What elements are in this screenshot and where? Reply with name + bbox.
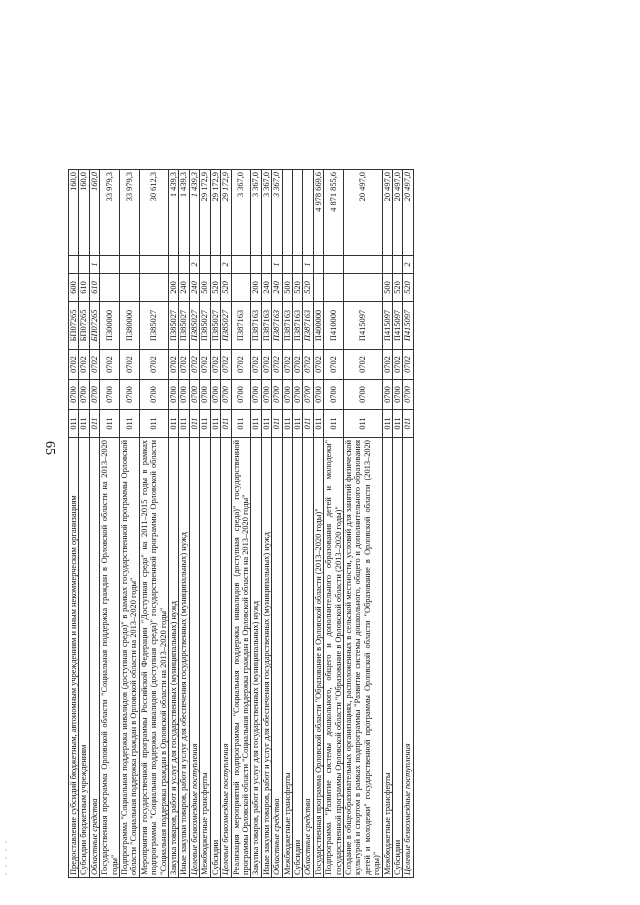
cell-x: 2 bbox=[403, 256, 413, 274]
spacer bbox=[292, 8, 302, 170]
spacer bbox=[69, 8, 79, 170]
cell-pr: 0702 bbox=[179, 350, 189, 380]
cell-gr: 011 bbox=[221, 410, 231, 438]
cell-name: Целевые безвозмездные поступления bbox=[221, 438, 231, 878]
table-row bbox=[303, 8, 313, 878]
table-row bbox=[169, 8, 179, 878]
spacer bbox=[169, 8, 179, 170]
cell-rz: 0700 bbox=[313, 380, 323, 410]
table-row bbox=[261, 8, 271, 878]
cell-name: Закупка товаров, работ и услуг для государственных (муниципальных) нужд bbox=[251, 438, 261, 878]
table-row bbox=[251, 8, 261, 878]
cell-pr: 0702 bbox=[324, 350, 344, 380]
cell-vr bbox=[343, 274, 382, 302]
spacer bbox=[210, 8, 220, 170]
cell-rz: 0700 bbox=[210, 380, 220, 410]
cell-cs: П415097 bbox=[343, 302, 382, 350]
cell-gr: 011 bbox=[261, 410, 271, 438]
cell-vr bbox=[120, 274, 140, 302]
spacer bbox=[251, 8, 261, 170]
cell-x bbox=[313, 256, 323, 274]
spacer bbox=[343, 8, 382, 170]
cell-name: Субсидии bbox=[210, 438, 220, 878]
cell-pr: 0702 bbox=[251, 350, 261, 380]
cell-sum: 3 367,0 bbox=[231, 170, 251, 256]
table-row bbox=[393, 8, 403, 878]
cell-cs: П387163 bbox=[261, 302, 271, 350]
spacer bbox=[393, 8, 403, 170]
cell-name: Субсидии бюджетным учреждениям bbox=[79, 438, 89, 878]
cell-pr: 0702 bbox=[382, 350, 392, 380]
cell-x: 2 bbox=[221, 256, 231, 274]
cell-vr: 500 bbox=[382, 274, 392, 302]
spacer bbox=[100, 8, 120, 170]
cell-cs: БП07265 bbox=[79, 302, 89, 350]
margin-dots bbox=[3, 840, 15, 880]
cell-cs: П385027 bbox=[139, 302, 168, 350]
cell-gr: 011 bbox=[210, 410, 220, 438]
spacer bbox=[303, 8, 313, 170]
cell-cs: П387163 bbox=[251, 302, 261, 350]
cell-vr: 240 bbox=[261, 274, 271, 302]
cell-gr: 011 bbox=[324, 410, 344, 438]
cell-gr: 011 bbox=[282, 410, 292, 438]
cell-name: Иные закупки товаров, работ и услуг для обеспечения государственных (муниципальных) нужд bbox=[261, 438, 271, 878]
cell-sum: 4 871 855,6 bbox=[324, 170, 344, 256]
cell-name: Областные средства bbox=[303, 438, 313, 878]
cell-gr: 011 bbox=[189, 410, 199, 438]
spacer bbox=[231, 8, 251, 170]
cell-rz: 0700 bbox=[382, 380, 392, 410]
cell-rz: 0700 bbox=[251, 380, 261, 410]
cell-rz: 0700 bbox=[89, 380, 99, 410]
cell-sum: 33 979,3 bbox=[100, 170, 120, 256]
table-row bbox=[189, 8, 199, 878]
cell-rz: 0700 bbox=[120, 380, 140, 410]
cell-sum: 1 439,3 bbox=[169, 170, 179, 256]
cell-pr: 0702 bbox=[200, 350, 210, 380]
cell-sum: 20 497,0 bbox=[403, 170, 413, 256]
cell-sum: 3 367,0 bbox=[272, 170, 282, 256]
table-row bbox=[403, 8, 413, 878]
table-row bbox=[292, 8, 302, 878]
cell-sum bbox=[282, 170, 292, 256]
cell-name: Иные закупки товаров, работ и услуг для обеспечения государственных (муниципальных) нужд bbox=[179, 438, 189, 878]
cell-name: Государственная программа Орловской области "Образование в Орловской области (2013–2020 годы)" bbox=[313, 438, 323, 878]
spacer bbox=[179, 8, 189, 170]
cell-vr: 520 bbox=[210, 274, 220, 302]
cell-vr: 610 bbox=[79, 274, 89, 302]
spacer bbox=[221, 8, 231, 170]
cell-vr: 240 bbox=[179, 274, 189, 302]
cell-name: Реализация мероприятий подпрограммы "Социальная поддержка инвалидов (доступная среда)" государственной программы Орловской области "Социальная поддержка граждан в Орловской области на 2013–2020 годы" bbox=[231, 438, 251, 878]
cell-gr: 011 bbox=[313, 410, 323, 438]
table-row bbox=[100, 8, 120, 878]
cell-rz: 0700 bbox=[179, 380, 189, 410]
cell-name: Межбюджетные трансферты bbox=[282, 438, 292, 878]
cell-vr: 240 bbox=[189, 274, 199, 302]
spacer bbox=[189, 8, 199, 170]
cell-name: Субсидии bbox=[393, 438, 403, 878]
cell-pr: 0702 bbox=[120, 350, 140, 380]
cell-pr: 0702 bbox=[261, 350, 271, 380]
cell-sum: 3 367,0 bbox=[261, 170, 271, 256]
cell-name: Областные средства bbox=[89, 438, 99, 878]
cell-gr: 011 bbox=[69, 410, 79, 438]
table-row bbox=[343, 8, 382, 878]
cell-sum bbox=[292, 170, 302, 256]
cell-vr: 500 bbox=[282, 274, 292, 302]
cell-gr: 011 bbox=[403, 410, 413, 438]
cell-x bbox=[343, 256, 382, 274]
cell-pr: 0702 bbox=[313, 350, 323, 380]
cell-x bbox=[292, 256, 302, 274]
spacer bbox=[382, 8, 392, 170]
cell-gr: 011 bbox=[200, 410, 210, 438]
cell-rz: 0700 bbox=[403, 380, 413, 410]
cell-sum bbox=[303, 170, 313, 256]
cell-sum: 1 439,3 bbox=[189, 170, 199, 256]
cell-pr: 0702 bbox=[231, 350, 251, 380]
cell-cs: П385027 bbox=[189, 302, 199, 350]
cell-cs: П415097 bbox=[382, 302, 392, 350]
cell-cs: П415097 bbox=[393, 302, 403, 350]
spacer bbox=[272, 8, 282, 170]
spacer bbox=[79, 8, 89, 170]
cell-sum: 33 979,3 bbox=[120, 170, 140, 256]
cell-rz: 0700 bbox=[303, 380, 313, 410]
cell-cs: П387163 bbox=[292, 302, 302, 350]
cell-sum: 160,0 bbox=[79, 170, 89, 256]
cell-vr: 200 bbox=[251, 274, 261, 302]
cell-pr: 0702 bbox=[169, 350, 179, 380]
cell-x bbox=[179, 256, 189, 274]
cell-x bbox=[282, 256, 292, 274]
cell-gr: 011 bbox=[343, 410, 382, 438]
cell-name: Подпрограмма "Социальная поддержка инвалидов (доступная среда)" в рамках государственной программы Орловской области "Социальная поддержка граждан в Орловской области на 2013–2020 годы" bbox=[120, 438, 140, 878]
cell-x bbox=[261, 256, 271, 274]
cell-gr: 011 bbox=[79, 410, 89, 438]
cell-x: 1 bbox=[89, 256, 99, 274]
cell-x bbox=[382, 256, 392, 274]
cell-cs: П380000 bbox=[120, 302, 140, 350]
cell-pr: 0702 bbox=[79, 350, 89, 380]
cell-cs: П400000 bbox=[313, 302, 323, 350]
cell-cs: П385027 bbox=[200, 302, 210, 350]
spacer bbox=[261, 8, 271, 170]
cell-cs: П387163 bbox=[272, 302, 282, 350]
table-row bbox=[210, 8, 220, 878]
rotated-page bbox=[68, 8, 633, 878]
cell-sum: 29 172,9 bbox=[221, 170, 231, 256]
cell-gr: 011 bbox=[120, 410, 140, 438]
cell-name: Мероприятия государственной программы Российской Федерации "Доступная среда" на 2011–2015 годы в рамках подпрограммы "Социальная поддержка инвалидов (доступная среда)" государственной программы Орловской области "Социальная поддержка граждан в Орловской области на 2013–2020 годы" bbox=[139, 438, 168, 878]
table-row bbox=[139, 8, 168, 878]
cell-rz: 0700 bbox=[139, 380, 168, 410]
cell-vr: 240 bbox=[272, 274, 282, 302]
cell-pr: 0702 bbox=[393, 350, 403, 380]
cell-name: Подпрограмма "Развитие системы дошкольного, общего и дополнительного образования детей и молодежи" государственной программы Орловской области "Образование в Орловской области (2013–2020 годы)" bbox=[324, 438, 344, 878]
table-row bbox=[120, 8, 140, 878]
cell-vr bbox=[313, 274, 323, 302]
table-row bbox=[89, 8, 99, 878]
spacer bbox=[403, 8, 413, 170]
cell-pr: 0702 bbox=[282, 350, 292, 380]
cell-gr: 011 bbox=[139, 410, 168, 438]
table-row bbox=[313, 8, 323, 878]
cell-name: Областные средства bbox=[272, 438, 282, 878]
cell-cs: П410000 bbox=[324, 302, 344, 350]
cell-gr: 011 bbox=[251, 410, 261, 438]
cell-pr: 0702 bbox=[343, 350, 382, 380]
cell-vr: 520 bbox=[403, 274, 413, 302]
cell-x bbox=[139, 256, 168, 274]
cell-rz: 0700 bbox=[292, 380, 302, 410]
cell-vr: 500 bbox=[200, 274, 210, 302]
spacer bbox=[200, 8, 210, 170]
cell-x bbox=[69, 256, 79, 274]
cell-cs: П387163 bbox=[231, 302, 251, 350]
table-row bbox=[324, 8, 344, 878]
cell-pr: 0702 bbox=[303, 350, 313, 380]
cell-name: Закупка товаров, работ и услуг для государственных (муниципальных) нужд bbox=[169, 438, 179, 878]
cell-vr bbox=[231, 274, 251, 302]
cell-sum: 29 172,9 bbox=[200, 170, 210, 256]
cell-name: Государственная программа Орловской области "Социальная поддержка граждан в Орловской области на 2013–2020 годы" bbox=[100, 438, 120, 878]
cell-x bbox=[120, 256, 140, 274]
cell-cs: П387163 bbox=[303, 302, 313, 350]
cell-cs: П385027 bbox=[210, 302, 220, 350]
cell-rz: 0700 bbox=[200, 380, 210, 410]
cell-rz: 0700 bbox=[324, 380, 344, 410]
spacer bbox=[120, 8, 140, 170]
cell-rz: 0700 bbox=[282, 380, 292, 410]
cell-vr: 520 bbox=[292, 274, 302, 302]
cell-pr: 0702 bbox=[210, 350, 220, 380]
table-row bbox=[200, 8, 210, 878]
table-body bbox=[69, 8, 414, 878]
cell-pr: 0702 bbox=[139, 350, 168, 380]
budget-table bbox=[68, 7, 414, 878]
cell-gr: 011 bbox=[393, 410, 403, 438]
cell-sum: 160,0 bbox=[89, 170, 99, 256]
cell-x bbox=[393, 256, 403, 274]
cell-x: 2 bbox=[189, 256, 199, 274]
table-row bbox=[221, 8, 231, 878]
cell-cs: П415097 bbox=[403, 302, 413, 350]
cell-x bbox=[200, 256, 210, 274]
cell-gr: 011 bbox=[100, 410, 120, 438]
cell-x bbox=[231, 256, 251, 274]
cell-name: Предоставление субсидий бюджетным, автономным учреждениям и иным некоммерческим организациям bbox=[69, 438, 79, 878]
spacer bbox=[139, 8, 168, 170]
cell-pr: 0702 bbox=[221, 350, 231, 380]
spacer bbox=[313, 8, 323, 170]
cell-name: Целевые безвозмездные поступления bbox=[189, 438, 199, 878]
cell-sum: 20 497,0 bbox=[393, 170, 403, 256]
cell-cs: П387163 bbox=[282, 302, 292, 350]
table-row bbox=[79, 8, 89, 878]
cell-pr: 0702 bbox=[89, 350, 99, 380]
table-row bbox=[179, 8, 189, 878]
cell-rz: 0700 bbox=[100, 380, 120, 410]
cell-sum: 1 439,3 bbox=[179, 170, 189, 256]
cell-cs: П300000 bbox=[100, 302, 120, 350]
cell-vr bbox=[139, 274, 168, 302]
cell-gr: 011 bbox=[89, 410, 99, 438]
cell-name: Субсидии bbox=[292, 438, 302, 878]
cell-gr: 011 bbox=[382, 410, 392, 438]
cell-rz: 0700 bbox=[343, 380, 382, 410]
cell-cs: П385027 bbox=[169, 302, 179, 350]
cell-name: Целевые безвозмездные поступления bbox=[403, 438, 413, 878]
cell-cs: П385027 bbox=[221, 302, 231, 350]
page-number: 65 bbox=[42, 441, 57, 455]
cell-rz: 0700 bbox=[393, 380, 403, 410]
spacer bbox=[89, 8, 99, 170]
table-row bbox=[272, 8, 282, 878]
cell-rz: 0700 bbox=[221, 380, 231, 410]
cell-rz: 0700 bbox=[69, 380, 79, 410]
cell-name: Межбюджетные трансферты bbox=[382, 438, 392, 878]
cell-sum: 4 978 669,6 bbox=[313, 170, 323, 256]
cell-x bbox=[251, 256, 261, 274]
cell-pr: 0702 bbox=[189, 350, 199, 380]
cell-vr: 520 bbox=[221, 274, 231, 302]
cell-cs: БП07265 bbox=[89, 302, 99, 350]
cell-gr: 011 bbox=[272, 410, 282, 438]
cell-x bbox=[79, 256, 89, 274]
cell-rz: 0700 bbox=[261, 380, 271, 410]
cell-vr bbox=[324, 274, 344, 302]
cell-rz: 0700 bbox=[231, 380, 251, 410]
table-row bbox=[231, 8, 251, 878]
cell-x bbox=[324, 256, 344, 274]
cell-gr: 011 bbox=[292, 410, 302, 438]
cell-pr: 0702 bbox=[272, 350, 282, 380]
cell-cs: П385027 bbox=[179, 302, 189, 350]
cell-gr: 011 bbox=[179, 410, 189, 438]
cell-sum: 20 497,0 bbox=[382, 170, 392, 256]
cell-sum: 3 367,0 bbox=[251, 170, 261, 256]
cell-pr: 0702 bbox=[100, 350, 120, 380]
cell-x bbox=[169, 256, 179, 274]
cell-rz: 0700 bbox=[272, 380, 282, 410]
table-row bbox=[69, 8, 79, 878]
cell-rz: 0700 bbox=[79, 380, 89, 410]
cell-vr: 610 bbox=[89, 274, 99, 302]
cell-sum: 20 497,0 bbox=[343, 170, 382, 256]
table-row bbox=[382, 8, 392, 878]
cell-pr: 0702 bbox=[292, 350, 302, 380]
spacer bbox=[282, 8, 292, 170]
cell-name: Межбюджетные трансферты bbox=[200, 438, 210, 878]
spacer bbox=[324, 8, 344, 170]
cell-gr: 011 bbox=[231, 410, 251, 438]
cell-gr: 011 bbox=[169, 410, 179, 438]
cell-vr bbox=[100, 274, 120, 302]
cell-sum: 160,0 bbox=[69, 170, 79, 256]
cell-x: 1 bbox=[272, 256, 282, 274]
cell-vr: 200 bbox=[169, 274, 179, 302]
cell-pr: 0702 bbox=[403, 350, 413, 380]
cell-vr: 520 bbox=[393, 274, 403, 302]
cell-cs: БП07265 bbox=[69, 302, 79, 350]
cell-vr: 520 bbox=[303, 274, 313, 302]
cell-pr: 0702 bbox=[69, 350, 79, 380]
cell-sum: 29 172,9 bbox=[210, 170, 220, 256]
cell-rz: 0700 bbox=[169, 380, 179, 410]
cell-rz: 0700 bbox=[189, 380, 199, 410]
cell-vr: 600 bbox=[69, 274, 79, 302]
cell-sum: 30 612,3 bbox=[139, 170, 168, 256]
cell-x: 1 bbox=[303, 256, 313, 274]
cell-name: Создание в общеобразовательных организациях, расположенных в сельской местности, условий для занятий физической культурой и спортом в рамках подпрограммы "Развитие системы дошкольного, общего и дополнительного образования детей и молодежи" государственной программы Орловской области "Образование в Орловской области (2013–2020 годы)" bbox=[343, 438, 382, 878]
table-row bbox=[282, 8, 292, 878]
cell-x bbox=[100, 256, 120, 274]
cell-x bbox=[210, 256, 220, 274]
cell-gr: 011 bbox=[303, 410, 313, 438]
